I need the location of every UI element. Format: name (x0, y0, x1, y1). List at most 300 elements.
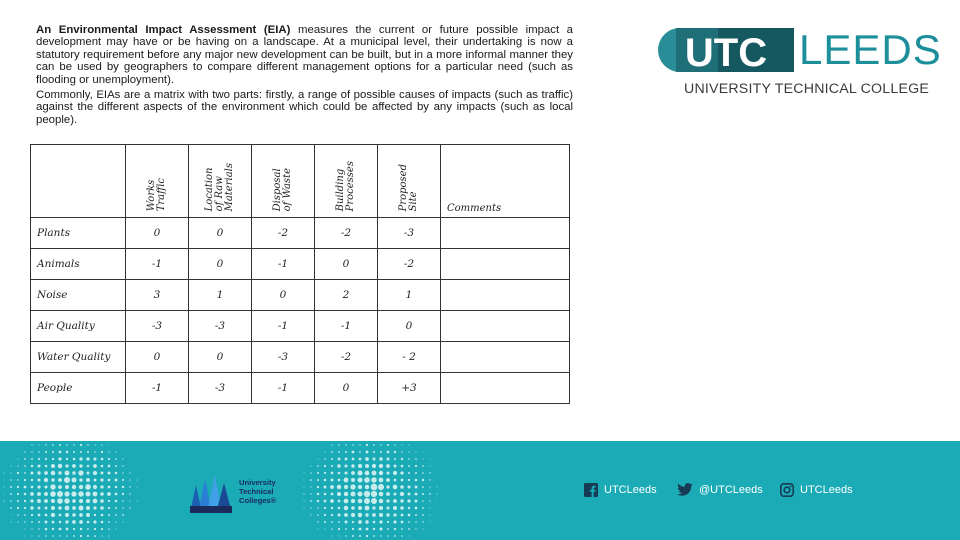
halftone-dot (393, 513, 396, 516)
halftone-dot (352, 521, 354, 523)
factor-cell: Animals (31, 249, 126, 280)
score-cell: -1 (252, 249, 315, 280)
halftone-dot (11, 515, 12, 516)
footer-band (0, 441, 960, 540)
halftone-dot (324, 507, 326, 509)
utc-logo-mark (658, 26, 794, 74)
halftone-dot (108, 479, 111, 482)
halftone-dot (86, 478, 90, 482)
halftone-dot (373, 444, 375, 446)
halftone-dots-center (300, 441, 440, 540)
halftone-dot (11, 466, 12, 467)
comment-cell[interactable] (441, 249, 570, 280)
halftone-dot (79, 506, 84, 511)
halftone-dot (58, 506, 62, 510)
halftone-dot (408, 521, 410, 523)
factor-cell: Plants (31, 218, 126, 249)
halftone-dot (366, 528, 369, 531)
halftone-dot (331, 458, 333, 460)
header-building-processes: Building Processes (315, 145, 378, 218)
score-cell: 0 (189, 249, 252, 280)
halftone-dot (58, 457, 61, 460)
halftone-dot (387, 507, 390, 510)
halftone-dot (331, 479, 334, 482)
eia-matrix (30, 144, 570, 404)
eia-term: An Environmental Impact Assessment (EIA) (36, 24, 291, 36)
halftone-dot (393, 506, 397, 510)
halftone-dot (100, 499, 104, 503)
halftone-dot (122, 500, 124, 502)
halftone-dot (71, 477, 76, 482)
halftone-dot (59, 535, 60, 536)
intro-text (36, 24, 573, 129)
halftone-dot (4, 473, 5, 474)
header-proposed-site: Proposed Site (378, 145, 441, 218)
factor-cell: Noise (31, 280, 126, 311)
halftone-dot (101, 465, 104, 468)
halftone-dot (37, 471, 40, 474)
halftone-dot (387, 535, 389, 537)
halftone-dot (352, 451, 355, 454)
halftone-dot (423, 459, 424, 460)
halftone-dot (115, 486, 118, 489)
halftone-dot (108, 458, 110, 460)
halftone-dot (65, 513, 69, 517)
halftone-dot (400, 506, 403, 509)
score-cell: -3 (189, 311, 252, 342)
halftone-dot (71, 491, 76, 496)
halftone-dot (44, 471, 48, 475)
intro-paragraph-1 (36, 24, 573, 86)
halftone-dot (24, 472, 26, 474)
facebook-link[interactable] (584, 483, 657, 497)
halftone-dot (115, 493, 118, 496)
halftone-dot (129, 486, 130, 487)
halftone-dot (52, 458, 54, 460)
halftone-dot (393, 471, 397, 475)
halftone-dot (351, 513, 355, 517)
header-disposal-of-waste: Disposal of Waste (252, 145, 315, 218)
comment-cell[interactable] (441, 342, 570, 373)
halftone-dot (430, 508, 431, 509)
halftone-dot (66, 528, 69, 531)
halftone-dot (408, 472, 410, 474)
halftone-dot (52, 528, 54, 530)
table-row (31, 280, 570, 311)
halftone-dot (429, 486, 430, 487)
instagram-handle: UTCLeeds (800, 484, 853, 496)
halftone-dot (31, 458, 33, 460)
table-row (31, 218, 570, 249)
score-cell: -1 (315, 311, 378, 342)
halftone-dot (17, 472, 19, 474)
halftone-dot (304, 480, 305, 481)
halftone-dot (24, 514, 26, 516)
score-cell: 1 (378, 280, 441, 311)
halftone-dot (115, 514, 117, 516)
utc-colleges-logo (188, 473, 298, 515)
halftone-dot (408, 507, 410, 509)
halftone-dot (30, 506, 33, 509)
table-row (31, 373, 570, 404)
halftone-dot (338, 535, 339, 536)
halftone-dot (93, 520, 96, 523)
halftone-dot (429, 500, 430, 501)
score-cell: 1 (189, 280, 252, 311)
halftone-dot (344, 499, 349, 504)
halftone-dot (66, 444, 68, 446)
halftone-dot (400, 499, 403, 502)
halftone-dot (345, 451, 347, 453)
halftone-dot (304, 508, 305, 509)
halftone-dot (24, 451, 25, 452)
halftone-dot (352, 458, 355, 461)
halftone-dot (94, 451, 96, 453)
halftone-dot (73, 535, 75, 537)
halftone-dot (317, 500, 319, 502)
halftone-dot (371, 477, 376, 482)
halftone-dot (429, 479, 430, 480)
halftone-dot (317, 486, 319, 488)
score-cell: 0 (126, 218, 189, 249)
halftone-dot (79, 485, 83, 489)
halftone-dot (345, 444, 347, 446)
halftone-dot (387, 451, 390, 454)
halftone-dot (108, 528, 110, 530)
comment-cell[interactable] (441, 218, 570, 249)
halftone-dot (72, 506, 76, 510)
halftone-dot (44, 485, 47, 488)
halftone-dot (304, 487, 305, 488)
halftone-dot (4, 487, 5, 488)
halftone-dot (58, 485, 62, 489)
halftone-dot (365, 506, 370, 511)
halftone-dot (51, 499, 55, 503)
score-cell: 0 (189, 218, 252, 249)
halftone-dot (86, 513, 90, 517)
halftone-dot (372, 506, 375, 509)
halftone-dot (93, 485, 97, 489)
halftone-dot (87, 444, 89, 446)
halftone-dot (338, 521, 340, 523)
halftone-dot (358, 499, 363, 504)
halftone-dot (429, 472, 430, 473)
halftone-dot (393, 499, 397, 503)
halftone-dot (24, 528, 25, 529)
halftone-dot (17, 514, 19, 516)
halftone-dot (108, 507, 110, 509)
halftone-dot (108, 465, 111, 468)
halftone-dot (324, 514, 326, 516)
halftone-dot (72, 464, 76, 468)
halftone-dot (331, 507, 333, 509)
halftone-dot (415, 493, 418, 496)
halftone-dot (394, 535, 396, 537)
halftone-dot (45, 521, 48, 524)
halftone-dot (407, 485, 410, 488)
halftone-dot (330, 485, 334, 489)
score-cell: 0 (189, 342, 252, 373)
halftone-dot (123, 522, 124, 523)
halftone-dot (10, 486, 12, 488)
twitter-link[interactable] (677, 483, 763, 496)
halftone-dot (408, 493, 411, 496)
utc-colleges-wordmark: University Technical Colleges® (239, 478, 277, 505)
halftone-dot (393, 520, 396, 523)
halftone-dot (408, 458, 410, 460)
halftone-dot (364, 498, 370, 504)
halftone-dot (393, 485, 398, 490)
halftone-dot (73, 444, 74, 445)
halftone-dot (4, 494, 5, 495)
halftone-dot (79, 464, 82, 467)
halftone-dot (437, 487, 438, 488)
halftone-dot (430, 522, 431, 523)
halftone-dot (93, 457, 96, 460)
halftone-dot (359, 528, 362, 531)
halftone-dot (365, 457, 369, 461)
halftone-dot (38, 458, 40, 460)
halftone-dot (394, 444, 395, 445)
halftone-dot (400, 485, 404, 489)
halftone-dot (331, 528, 333, 530)
halftone-dot (100, 506, 104, 510)
halftone-dot (401, 479, 404, 482)
halftone-dot (331, 493, 334, 496)
halftone-dot (78, 470, 83, 475)
halftone-dot (122, 486, 124, 488)
halftone-dot (338, 458, 341, 461)
halftone-dot (45, 465, 48, 468)
halftone-dot (31, 479, 33, 481)
score-cell: 0 (126, 342, 189, 373)
halftone-dot (59, 521, 62, 524)
halftone-dot (345, 528, 347, 530)
halftone-dot (318, 529, 319, 530)
halftone-dot (50, 484, 55, 489)
halftone-dot (422, 514, 424, 516)
halftone-dot (38, 465, 41, 468)
halftone-dot (108, 486, 111, 489)
halftone-dot (338, 472, 341, 475)
halftone-dot (379, 520, 382, 523)
halftone-dot (122, 514, 124, 516)
halftone-dot (51, 464, 55, 468)
halftone-dot (351, 471, 355, 475)
halftone-dot (330, 499, 334, 503)
halftone-dot (108, 500, 110, 502)
halftone-dot (122, 493, 124, 495)
halftone-dot (52, 444, 54, 446)
halftone-dot (422, 493, 424, 495)
halftone-dot (31, 514, 33, 516)
halftone-dot (310, 493, 311, 494)
halftone-dot (310, 472, 311, 473)
halftone-dot (422, 486, 424, 488)
halftone-dot (387, 528, 389, 530)
halftone-dot (423, 529, 424, 530)
halftone-dot (394, 528, 396, 530)
halftone-dot (24, 465, 26, 467)
halftone-dot (337, 492, 341, 496)
halftone-dot (38, 521, 40, 523)
halftone-dot (379, 464, 383, 468)
halftone-dot (366, 451, 369, 454)
halftone-dot (338, 451, 340, 453)
halftone-dot (101, 528, 103, 530)
halftone-dot (386, 471, 389, 474)
comment-cell[interactable] (441, 280, 570, 311)
halftone-dot (59, 444, 61, 446)
halftone-dot (422, 521, 423, 522)
halftone-dot (379, 506, 383, 510)
halftone-dot (122, 458, 123, 459)
halftone-dot (72, 499, 76, 503)
halftone-dot (352, 535, 354, 537)
halftone-dot (45, 458, 47, 460)
halftone-dot (44, 478, 48, 482)
halftone-dot (87, 528, 89, 530)
halftone-dot (352, 528, 354, 530)
comment-cell[interactable] (441, 373, 570, 404)
halftone-dot (101, 444, 102, 445)
halftone-dot (80, 451, 82, 453)
instagram-icon (780, 483, 794, 497)
halftone-dot (72, 520, 76, 524)
halftone-dot (86, 457, 89, 460)
halftone-dot (324, 521, 326, 523)
halftone-dot (101, 521, 104, 524)
halftone-dot (310, 507, 311, 508)
halftone-dot (10, 493, 12, 495)
halftone-dot (422, 472, 424, 474)
halftone-dot (408, 514, 411, 517)
halftone-dot (137, 501, 138, 502)
halftone-dot (129, 479, 130, 480)
halftone-dot (80, 535, 82, 537)
halftone-dot (31, 486, 34, 489)
halftone-dot (101, 514, 104, 517)
halftone-dot (359, 451, 361, 453)
utc-colleges-mark-icon (188, 473, 234, 513)
halftone-dot (58, 478, 62, 482)
halftone-dot (378, 484, 384, 490)
halftone-dot (365, 520, 368, 523)
halftone-dot (338, 528, 340, 530)
halftone-dot (387, 444, 389, 446)
halftone-dot (408, 451, 409, 452)
halftone-dot (386, 464, 390, 468)
halftone-dot (137, 480, 138, 481)
halftone-dot (31, 465, 34, 468)
halftone-dot (87, 465, 90, 468)
halftone-dot (317, 493, 319, 495)
halftone-dot (45, 528, 48, 531)
halftone-dot (408, 465, 410, 467)
halftone-dot (17, 486, 19, 488)
halftone-dot (58, 464, 62, 468)
halftone-dot (66, 535, 68, 537)
halftone-dot (372, 471, 377, 476)
halftone-dot (10, 507, 12, 509)
halftone-dot (408, 479, 410, 481)
halftone-dot (358, 513, 362, 517)
halftone-dot (415, 514, 417, 516)
halftone-dot (394, 451, 396, 453)
halftone-dot (351, 478, 355, 482)
halftone-dot (100, 478, 103, 481)
halftone-dot (122, 472, 123, 473)
halftone-dot (415, 451, 416, 452)
halftone-dot (52, 535, 54, 537)
score-cell: -1 (252, 373, 315, 404)
halftone-dot (86, 506, 90, 510)
halftone-dot (393, 492, 396, 495)
facebook-handle: UTCLeeds (604, 484, 657, 496)
halftone-dot (45, 451, 47, 453)
halftone-dot (31, 535, 32, 536)
halftone-dot (115, 507, 117, 509)
halftone-dot (386, 478, 390, 482)
halftone-dot (108, 514, 110, 516)
halftone-dot (344, 520, 347, 523)
halftone-dot (344, 513, 348, 517)
halftone-dot (79, 499, 83, 503)
comment-cell[interactable] (441, 311, 570, 342)
halftone-dot (373, 535, 375, 537)
halftone-dot (344, 492, 348, 496)
halftone-dot (422, 507, 424, 509)
halftone-dot (38, 514, 41, 517)
halftone-dot (10, 500, 12, 502)
halftone-dot (86, 499, 90, 503)
halftone-dot (365, 485, 369, 489)
halftone-dot (37, 485, 40, 488)
halftone-dot (352, 444, 354, 446)
halftone-dot (115, 528, 116, 529)
halftone-dot (344, 471, 347, 474)
halftone-dot (38, 528, 39, 529)
halftone-dot (386, 485, 389, 488)
leeds-wordmark: LEEDS (799, 26, 942, 73)
halftone-dot (338, 507, 341, 510)
header-blank-cell (31, 145, 126, 218)
score-cell: 3 (126, 280, 189, 311)
instagram-link[interactable] (780, 483, 853, 497)
table-row (31, 342, 570, 373)
halftone-dot (17, 500, 19, 502)
halftone-dot (351, 499, 355, 503)
halftone-dot (38, 444, 39, 445)
halftone-dot (324, 493, 327, 496)
halftone-dot (65, 520, 68, 523)
halftone-dot (129, 500, 130, 501)
halftone-dot (37, 492, 41, 496)
halftone-dot (317, 514, 319, 516)
halftone-dot (415, 458, 417, 460)
halftone-dot (359, 458, 362, 461)
score-cell: 0 (252, 280, 315, 311)
halftone-dot (380, 535, 381, 536)
halftone-dot (37, 499, 41, 503)
halftone-dot (331, 521, 333, 523)
halftone-dot (409, 536, 410, 537)
halftone-dot (59, 514, 62, 517)
halftone-dot (401, 514, 404, 517)
halftone-dot (93, 492, 98, 497)
matrix-header-row (31, 145, 570, 218)
halftone-dot (10, 479, 11, 480)
